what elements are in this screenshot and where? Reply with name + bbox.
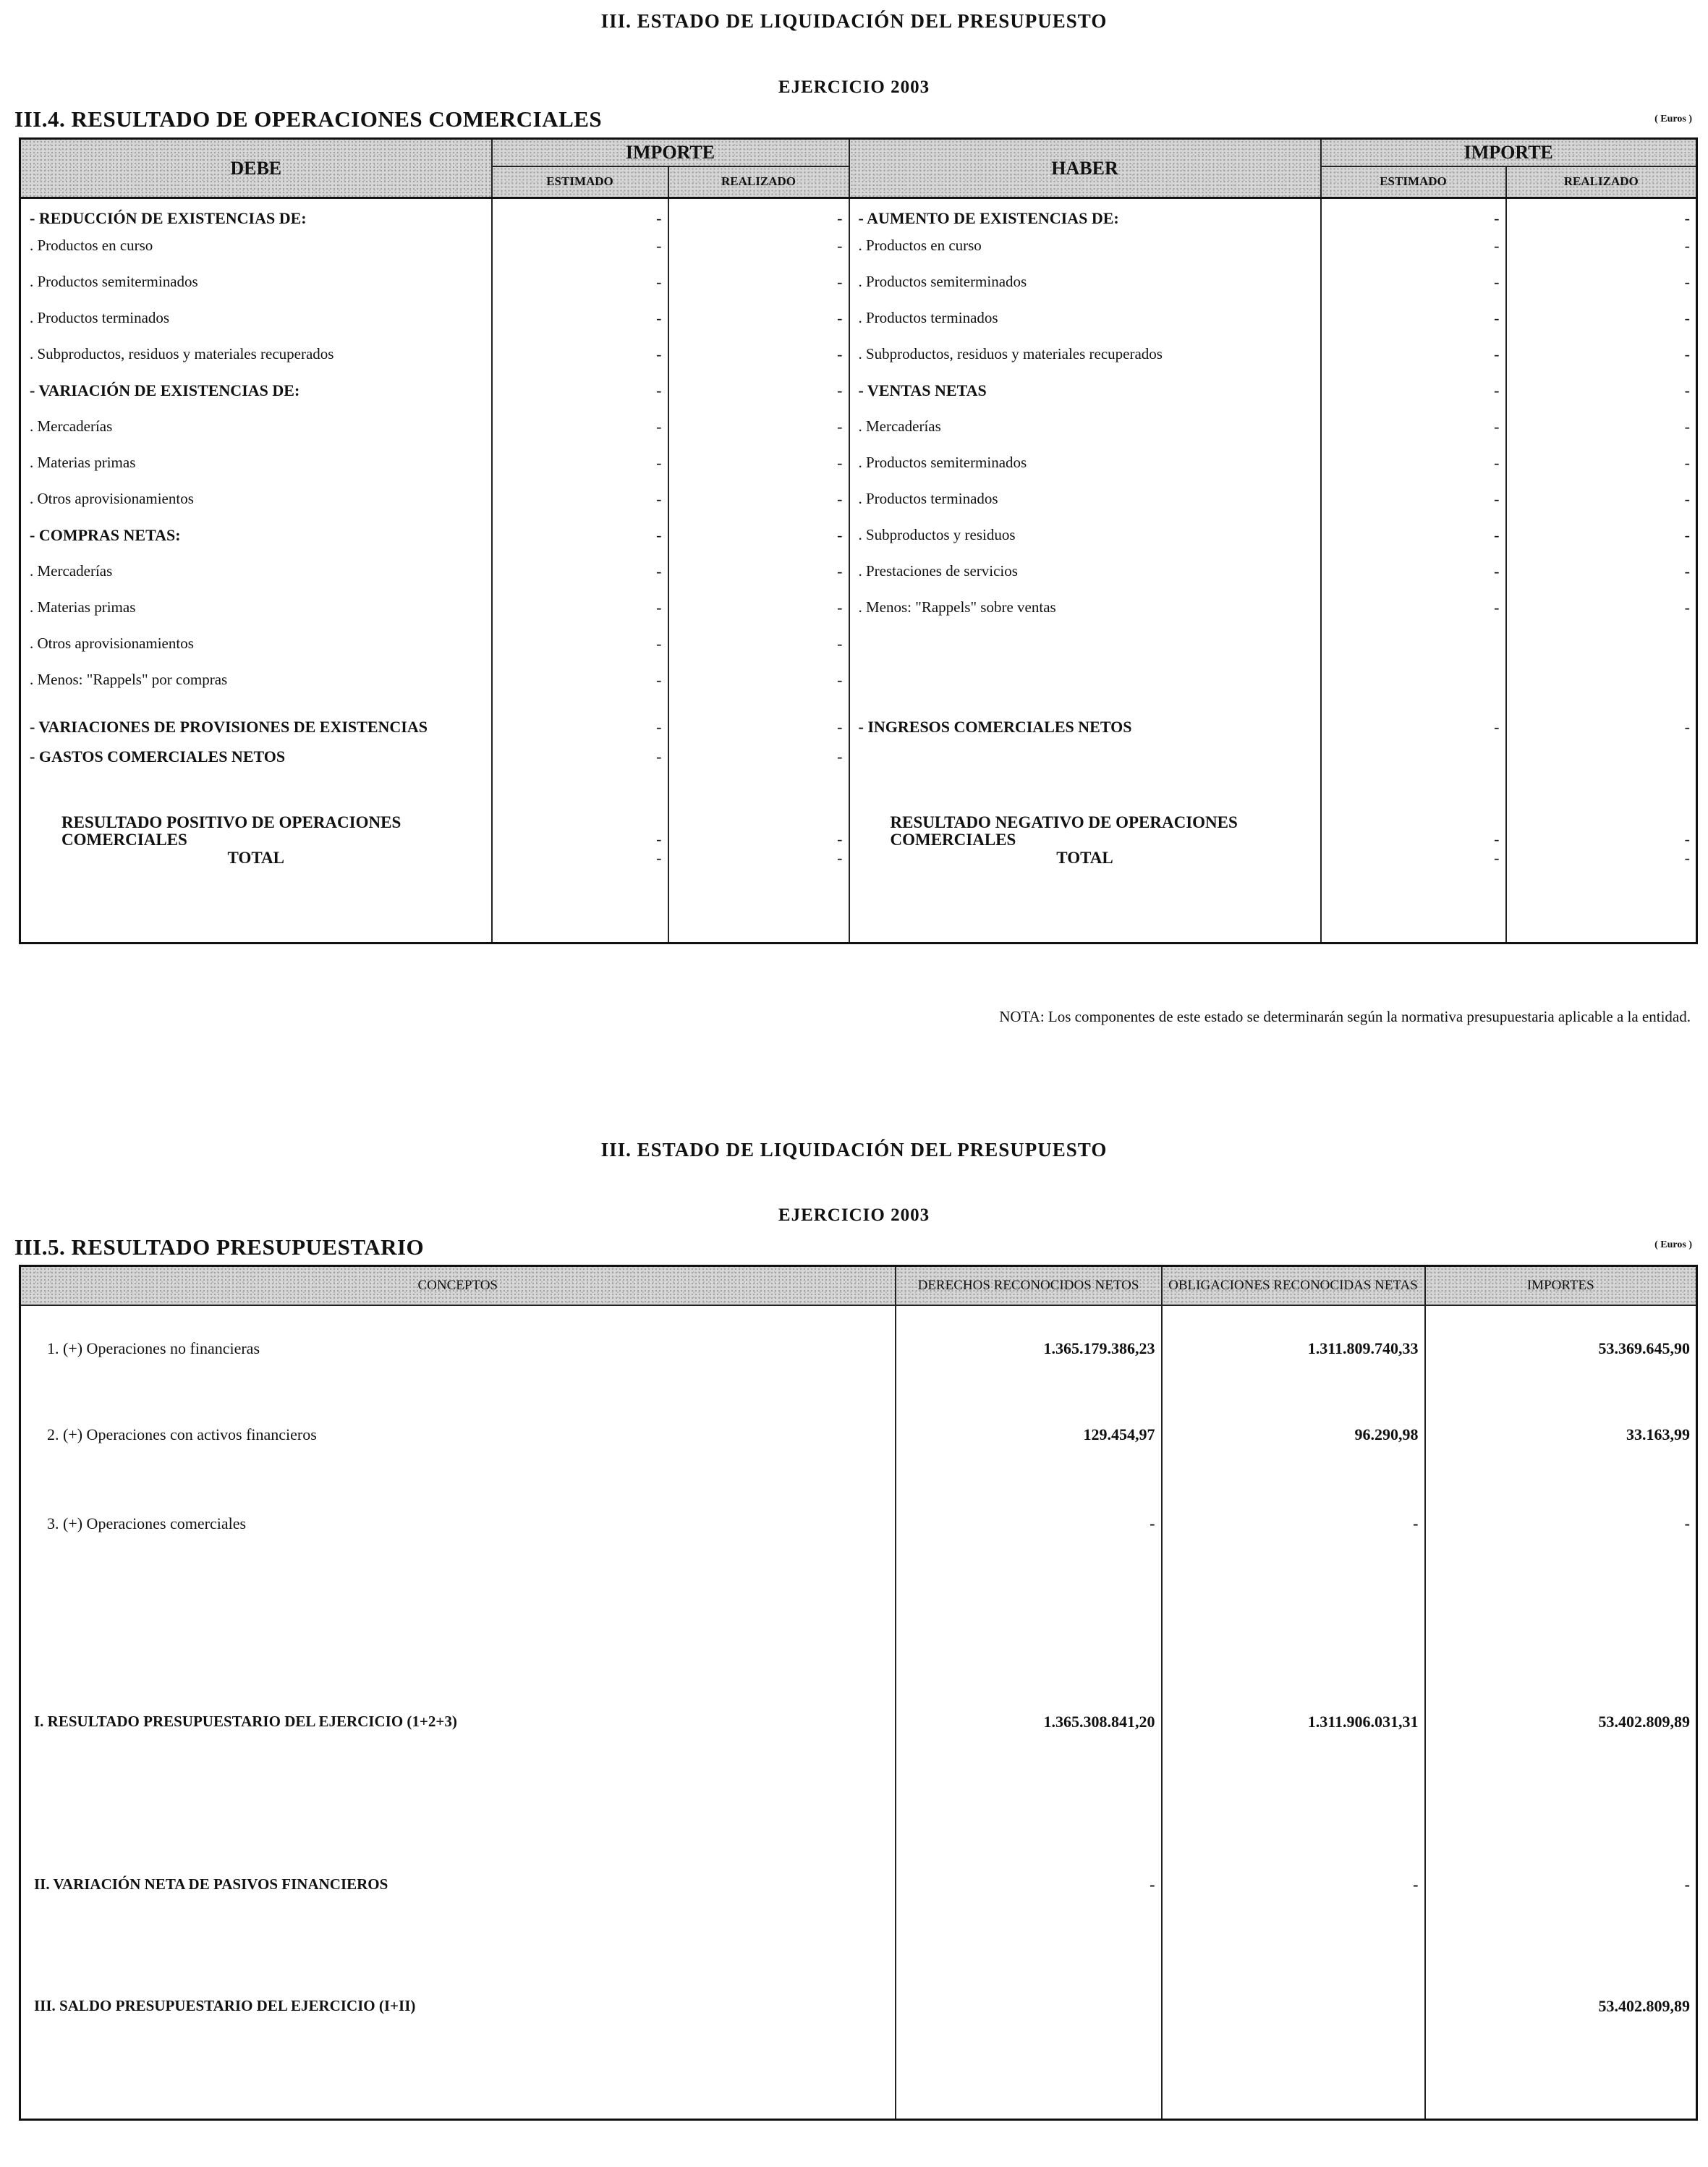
debe-estimado: - [492, 381, 668, 417]
page1-note: NOTA: Los componentes de este estado se determinarán según la normativa presupuestaria aplicable a la entidad. [999, 1008, 1691, 1025]
haber-concept: - VENTAS NETAS [849, 381, 1321, 417]
haber-realizado: - [1506, 237, 1697, 273]
debe-realizado: - [668, 198, 849, 237]
table-row [20, 635, 1697, 671]
haber-estimado: - [1321, 237, 1506, 273]
debe-estimado: - [492, 747, 668, 784]
debe-realizado: - [668, 345, 849, 381]
table-row [20, 417, 1697, 454]
debe-concept: . Productos terminados [20, 309, 492, 345]
obligaciones-cell: 1.311.906.031,31 [1162, 1570, 1425, 1802]
debe-estimado: - [492, 198, 668, 237]
header-importe-debe: IMPORTE [492, 139, 849, 166]
haber-concept: - INGRESOS COMERCIALES NETOS [849, 707, 1321, 747]
haber-realizado: - [1506, 198, 1697, 237]
page2-section-title: III.5. RESULTADO PRESUPUESTARIO [14, 1234, 425, 1260]
concept-cell: II. VARIACIÓN NETA DE PASIVOS FINANCIEROS [20, 1802, 896, 1968]
header-estimado-haber: ESTIMADO [1321, 166, 1506, 198]
table-row [20, 454, 1697, 490]
haber-concept: . Productos terminados [849, 490, 1321, 526]
page2-exercise: EJERCICIO 2003 [778, 1205, 930, 1225]
debe-estimado: - [492, 526, 668, 562]
debe-realizado: - [668, 671, 849, 707]
spacer-cell [492, 885, 668, 943]
haber-realizado: - [1506, 562, 1697, 598]
debe-realizado: - [668, 273, 849, 309]
debe-concept: . Materias primas [20, 454, 492, 490]
obligaciones-cell: 1.311.809.740,33 [1162, 1305, 1425, 1392]
haber-estimado: - [1321, 490, 1506, 526]
result-haber-label: RESULTADO NEGATIVO DE OPERACIONES COMERCIALES [849, 784, 1321, 849]
table-row [20, 707, 1697, 747]
debe-estimado: - [492, 237, 668, 273]
page1-units: ( Euros ) [1654, 114, 1692, 124]
debe-estimado: - [492, 598, 668, 635]
debe-concept: . Productos en curso [20, 237, 492, 273]
haber-realizado [1506, 671, 1697, 707]
table-row [20, 1570, 1697, 1802]
debe-estimado: - [492, 417, 668, 454]
debe-realizado: - [668, 237, 849, 273]
haber-concept: . Prestaciones de servicios [849, 562, 1321, 598]
haber-realizado: - [1506, 381, 1697, 417]
haber-realizado: - [1506, 345, 1697, 381]
haber-concept: . Mercaderías [849, 417, 1321, 454]
header-importe-haber: IMPORTE [1321, 139, 1697, 166]
haber-realizado: - [1506, 490, 1697, 526]
header-realizado-haber: REALIZADO [1506, 166, 1697, 198]
haber-concept: . Productos terminados [849, 309, 1321, 345]
table-row [20, 309, 1697, 345]
table-row [20, 273, 1697, 309]
debe-concept: . Otros aprovisionamientos [20, 490, 492, 526]
debe-concept: - COMPRAS NETAS: [20, 526, 492, 562]
importes-cell: 53.402.809,89 [1425, 1570, 1697, 1802]
table-row [20, 562, 1697, 598]
haber-realizado [1506, 635, 1697, 671]
debe-realizado: - [668, 747, 849, 784]
table-row [20, 490, 1697, 526]
table-row [20, 598, 1697, 635]
result-debe-label: RESULTADO POSITIVO DE OPERACIONES COMERCIALES [20, 784, 492, 849]
concept-cell: I. RESULTADO PRESUPUESTARIO DEL EJERCICIO (1+2+3) [20, 1570, 896, 1802]
page2-heading: III. ESTADO DE LIQUIDACIÓN DEL PRESUPUESTO [600, 1139, 1108, 1161]
header-conceptos: CONCEPTOS [20, 1266, 896, 1305]
derechos-cell: 1.365.179.386,23 [896, 1305, 1162, 1392]
spacer-cell [1506, 885, 1697, 943]
table-row [20, 198, 1697, 237]
haber-realizado: - [1506, 273, 1697, 309]
debe-realizado: - [668, 562, 849, 598]
total-haber-label: TOTAL [849, 849, 1321, 885]
debe-realizado: - [668, 598, 849, 635]
debe-concept: - GASTOS COMERCIALES NETOS [20, 747, 492, 784]
haber-concept [849, 635, 1321, 671]
debe-concept: . Subproductos, residuos y materiales recuperados [20, 345, 492, 381]
haber-estimado: - [1321, 309, 1506, 345]
debe-estimado: - [492, 490, 668, 526]
result-debe-realizado: - [668, 784, 849, 849]
haber-concept: . Productos en curso [849, 237, 1321, 273]
debe-estimado: - [492, 707, 668, 747]
debe-realizado: - [668, 707, 849, 747]
haber-realizado: - [1506, 526, 1697, 562]
debe-concept: . Otros aprovisionamientos [20, 635, 492, 671]
haber-estimado [1321, 747, 1506, 784]
haber-concept: . Productos semiterminados [849, 454, 1321, 490]
debe-concept: . Materias primas [20, 598, 492, 635]
table-row [20, 526, 1697, 562]
debe-realizado: - [668, 381, 849, 417]
debe-realizado: - [668, 309, 849, 345]
haber-realizado: - [1506, 309, 1697, 345]
total-debe-label: TOTAL [20, 849, 492, 885]
debe-concept: - VARIACIONES DE PROVISIONES DE EXISTENCIAS [20, 707, 492, 747]
haber-estimado: - [1321, 381, 1506, 417]
importes-cell: 53.369.645,90 [1425, 1305, 1697, 1392]
total-haber-estimado: - [1321, 849, 1506, 885]
haber-concept [849, 671, 1321, 707]
debe-realizado: - [668, 454, 849, 490]
haber-realizado: - [1506, 417, 1697, 454]
derechos-cell: - [896, 1802, 1162, 1968]
concept-cell: 2. (+) Operaciones con activos financieros [20, 1392, 896, 1477]
result-haber-estimado: - [1321, 784, 1506, 849]
header-importes: IMPORTES [1425, 1266, 1697, 1305]
concept-cell: 1. (+) Operaciones no financieras [20, 1305, 896, 1392]
header-derechos: DERECHOS RECONOCIDOS NETOS [896, 1266, 1162, 1305]
derechos-cell: 129.454,97 [896, 1392, 1162, 1477]
spacer-cell [849, 885, 1321, 943]
header-debe: DEBE [20, 139, 492, 198]
obligaciones-cell: 96.290,98 [1162, 1392, 1425, 1477]
debe-concept: . Mercaderías [20, 562, 492, 598]
budget-result-table [19, 1265, 1698, 2121]
haber-estimado: - [1321, 417, 1506, 454]
haber-estimado: - [1321, 707, 1506, 747]
table-row [20, 671, 1697, 707]
debe-concept: - VARIACIÓN DE EXISTENCIAS DE: [20, 381, 492, 417]
derechos-cell [896, 1968, 1162, 2120]
debe-concept: . Productos semiterminados [20, 273, 492, 309]
debe-concept: . Mercaderías [20, 417, 492, 454]
table-row [20, 345, 1697, 381]
importes-cell: 53.402.809,89 [1425, 1968, 1697, 2120]
haber-estimado: - [1321, 526, 1506, 562]
haber-estimado [1321, 635, 1506, 671]
debe-realizado: - [668, 417, 849, 454]
spacer-cell [20, 885, 492, 943]
table-row [20, 237, 1697, 273]
haber-estimado: - [1321, 273, 1506, 309]
importes-cell: - [1425, 1477, 1697, 1570]
header-realizado-debe: REALIZADO [668, 166, 849, 198]
spacer-cell [668, 885, 849, 943]
haber-concept: . Subproductos y residuos [849, 526, 1321, 562]
obligaciones-cell [1162, 1968, 1425, 2120]
table-row [20, 747, 1697, 784]
haber-estimado: - [1321, 562, 1506, 598]
table-row [20, 1477, 1697, 1570]
table-row [20, 381, 1697, 417]
debe-concept: . Menos: "Rappels" por compras [20, 671, 492, 707]
page1-heading: III. ESTADO DE LIQUIDACIÓN DEL PRESUPUESTO [600, 10, 1108, 32]
haber-estimado [1321, 671, 1506, 707]
total-haber-realizado: - [1506, 849, 1697, 885]
haber-realizado: - [1506, 707, 1697, 747]
haber-estimado: - [1321, 454, 1506, 490]
result-row [20, 784, 1697, 849]
haber-concept: . Subproductos, residuos y materiales recuperados [849, 345, 1321, 381]
commercial-operations-table [19, 137, 1698, 944]
table-row [20, 1802, 1697, 1968]
debe-estimado: - [492, 635, 668, 671]
debe-estimado: - [492, 345, 668, 381]
haber-estimado: - [1321, 198, 1506, 237]
haber-realizado: - [1506, 454, 1697, 490]
haber-concept: . Menos: "Rappels" sobre ventas [849, 598, 1321, 635]
debe-estimado: - [492, 454, 668, 490]
table-row [20, 1305, 1697, 1392]
page1-exercise: EJERCICIO 2003 [778, 77, 930, 97]
haber-estimado: - [1321, 345, 1506, 381]
debe-concept: - REDUCCIÓN DE EXISTENCIAS DE: [20, 198, 492, 237]
importes-cell: 33.163,99 [1425, 1392, 1697, 1477]
spacer-cell [1321, 885, 1506, 943]
header-estimado-debe: ESTIMADO [492, 166, 668, 198]
page1-section-title: III.4. RESULTADO DE OPERACIONES COMERCIALES [14, 106, 603, 132]
result-haber-realizado: - [1506, 784, 1697, 849]
haber-estimado: - [1321, 598, 1506, 635]
header-obligaciones: OBLIGACIONES RECONOCIDAS NETAS [1162, 1266, 1425, 1305]
total-debe-estimado: - [492, 849, 668, 885]
spacer-row [20, 885, 1697, 943]
page2-units: ( Euros ) [1654, 1239, 1692, 1250]
derechos-cell: - [896, 1477, 1162, 1570]
result-debe-estimado: - [492, 784, 668, 849]
debe-estimado: - [492, 562, 668, 598]
total-debe-realizado: - [668, 849, 849, 885]
haber-concept: . Productos semiterminados [849, 273, 1321, 309]
obligaciones-cell: - [1162, 1802, 1425, 1968]
concept-cell: 3. (+) Operaciones comerciales [20, 1477, 896, 1570]
debe-estimado: - [492, 273, 668, 309]
concept-cell: III. SALDO PRESUPUESTARIO DEL EJERCICIO (I+II) [20, 1968, 896, 2120]
debe-estimado: - [492, 309, 668, 345]
importes-cell: - [1425, 1802, 1697, 1968]
table-row [20, 1392, 1697, 1477]
total-row [20, 849, 1697, 885]
debe-realizado: - [668, 526, 849, 562]
haber-realizado: - [1506, 598, 1697, 635]
debe-realizado: - [668, 635, 849, 671]
header-haber: HABER [849, 139, 1321, 198]
table-row [20, 1968, 1697, 2120]
derechos-cell: 1.365.308.841,20 [896, 1570, 1162, 1802]
obligaciones-cell: - [1162, 1477, 1425, 1570]
debe-realizado: - [668, 490, 849, 526]
debe-estimado: - [492, 671, 668, 707]
haber-realizado [1506, 747, 1697, 784]
haber-concept: - AUMENTO DE EXISTENCIAS DE: [849, 198, 1321, 237]
haber-concept [849, 747, 1321, 784]
